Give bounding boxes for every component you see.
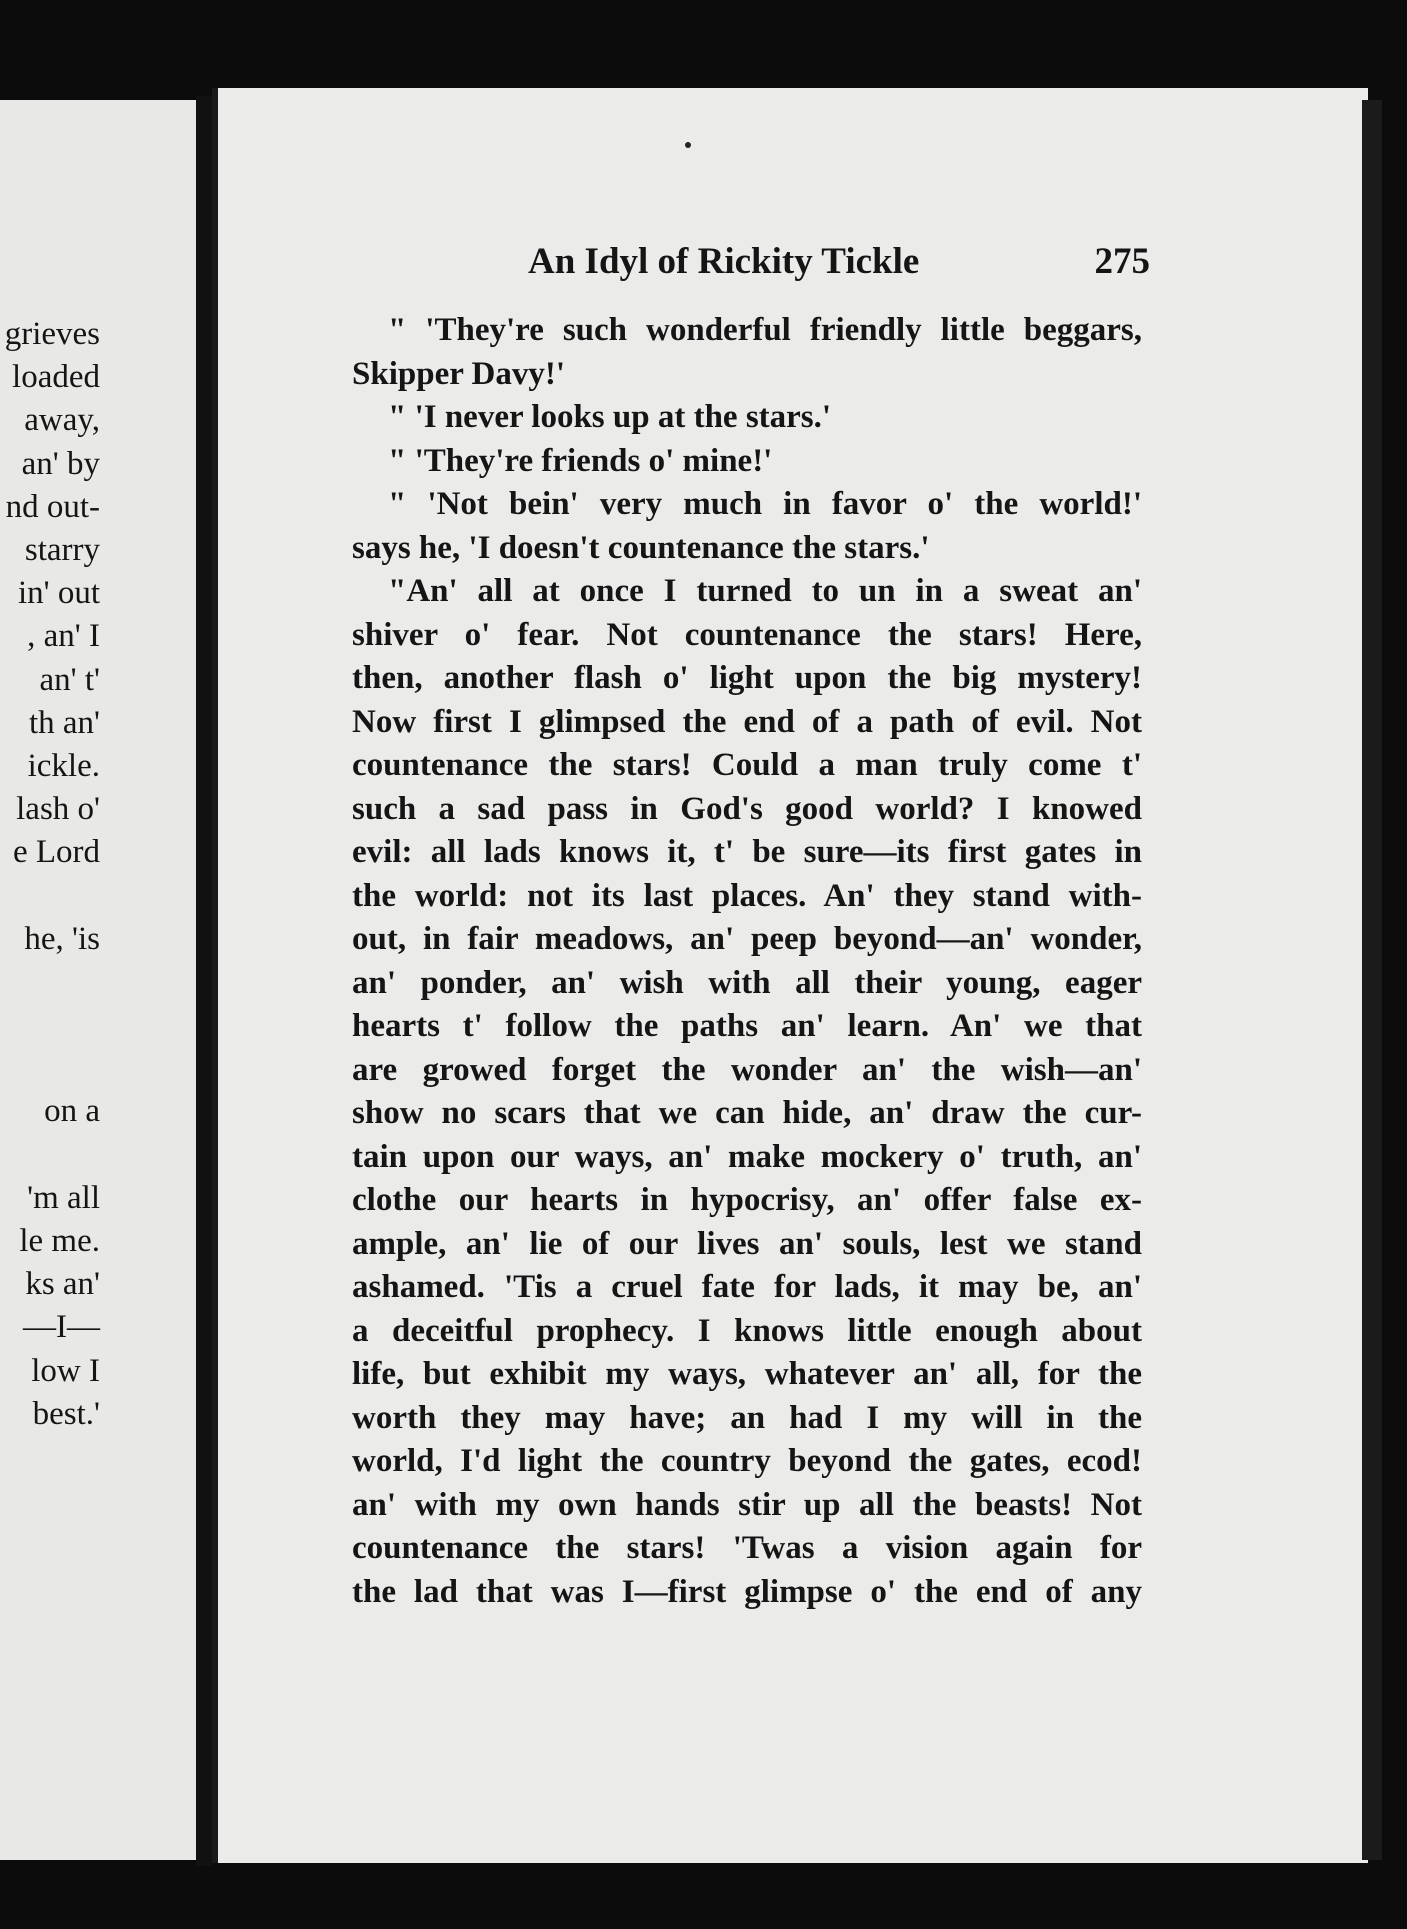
book-gutter <box>196 96 212 1866</box>
facing-page-line: ickle. <box>27 747 100 784</box>
facing-page-line: le me. <box>19 1222 100 1259</box>
text-line: the world: not its last places. An' they stand with- <box>352 877 1142 914</box>
facing-page-line: 'm all <box>27 1179 100 1216</box>
text-line: the lad that was I—first glimpse o' the end of any <box>352 1573 1142 1610</box>
text-line: evil: all lads knows it, t' be sure—its first gates in <box>352 834 1142 870</box>
facing-page-line: —I— <box>23 1309 100 1346</box>
text-line: such a sad pass in God's good world? I knowed <box>352 790 1142 827</box>
facing-page-line: loaded <box>12 359 100 396</box>
text-line: " 'Not bein' very much in favor o' the world!' <box>388 486 1142 522</box>
facing-page-line: e Lord <box>12 834 100 871</box>
facing-page-line: low I <box>31 1352 100 1389</box>
facing-page-line: an' by <box>21 445 100 482</box>
facing-page-line: nd out- <box>5 488 100 525</box>
text-line: an' ponder, an' wish with all their young, eager <box>352 964 1142 1001</box>
facing-page-line: , an' I <box>27 618 100 655</box>
facing-page-line: on a <box>44 1093 100 1130</box>
body-text <box>352 309 1142 1614</box>
facing-page-text <box>0 313 100 1436</box>
facing-page-line: th an' <box>28 704 100 741</box>
facing-page-line <box>0 1047 100 1090</box>
text-line: worth they may have; an had I my will in the <box>352 1399 1142 1436</box>
text-line: " 'They're such wonderful friendly little beggars, <box>388 312 1142 348</box>
facing-page-line: best.' <box>32 1395 100 1432</box>
text-line: ashamed. 'Tis a cruel fate for lads, it may be, an' <box>352 1269 1142 1305</box>
text-line: are growed forget the wonder an' the wish—an' <box>352 1051 1142 1088</box>
facing-page-line <box>0 874 100 917</box>
text-line: life, but exhibit my ways, whatever an' all, for the <box>352 1356 1142 1392</box>
facing-page-line: ks an' <box>25 1266 100 1303</box>
text-line: then, another flash o' light upon the big mystery! <box>352 660 1142 696</box>
text-line: tain upon our ways, an' make mockery o' truth, an' <box>352 1138 1142 1175</box>
text-line: clothe our hearts in hypocrisy, an' offer false ex- <box>352 1182 1142 1218</box>
facing-page-line: starry <box>24 531 100 568</box>
text-line: an' with my own hands stir up all the beasts! Not <box>352 1486 1142 1523</box>
text-line: says he, 'I doesn't countenance the stars.' <box>352 529 930 566</box>
page-edge-shadow <box>1362 100 1382 1860</box>
text-line: show no scars that we can hide, an' draw the cur- <box>352 1095 1142 1131</box>
text-line: countenance the stars! Could a man truly come t' <box>352 747 1142 783</box>
page-number: 275 <box>1094 241 1150 282</box>
facing-page-line: grieves <box>4 316 100 352</box>
text-line: hearts t' follow the paths an' learn. An' we that <box>352 1008 1142 1044</box>
text-line: " 'I never looks up at the stars.' <box>388 399 832 435</box>
facing-page-line: in' out <box>17 575 100 612</box>
text-line: shiver o' fear. Not countenance the stars! Here, <box>352 616 1142 653</box>
facing-page-line <box>0 1134 100 1177</box>
facing-page-line: away, <box>24 402 100 439</box>
text-line: ample, an' lie of our lives an' souls, lest we stand <box>352 1225 1142 1262</box>
text-line: Now first I glimpsed the end of a path of evil. Not <box>352 703 1142 740</box>
text-line: world, I'd light the country beyond the gates, ecod! <box>352 1443 1142 1479</box>
facing-page-line <box>0 1004 100 1047</box>
text-line: out, in fair meadows, an' peep beyond—an' wonder, <box>352 921 1142 957</box>
running-head-title: An Idyl of Rickity Tickle <box>528 241 920 282</box>
speck-mark <box>685 142 691 148</box>
text-line: countenance the stars! 'Twas a vision again for <box>352 1530 1142 1566</box>
text-line: Skipper Davy!' <box>352 355 566 392</box>
facing-page-line: he, 'is <box>24 920 100 957</box>
facing-page-line <box>0 961 100 1004</box>
text-line: a deceitful prophecy. I knows little enough about <box>352 1312 1142 1349</box>
text-line: "An' all at once I turned to un in a sweat an' <box>388 573 1142 609</box>
facing-page-line: lash o' <box>16 791 100 828</box>
facing-page-line: an' t' <box>39 661 100 698</box>
text-line: " 'They're friends o' mine!' <box>388 442 773 479</box>
